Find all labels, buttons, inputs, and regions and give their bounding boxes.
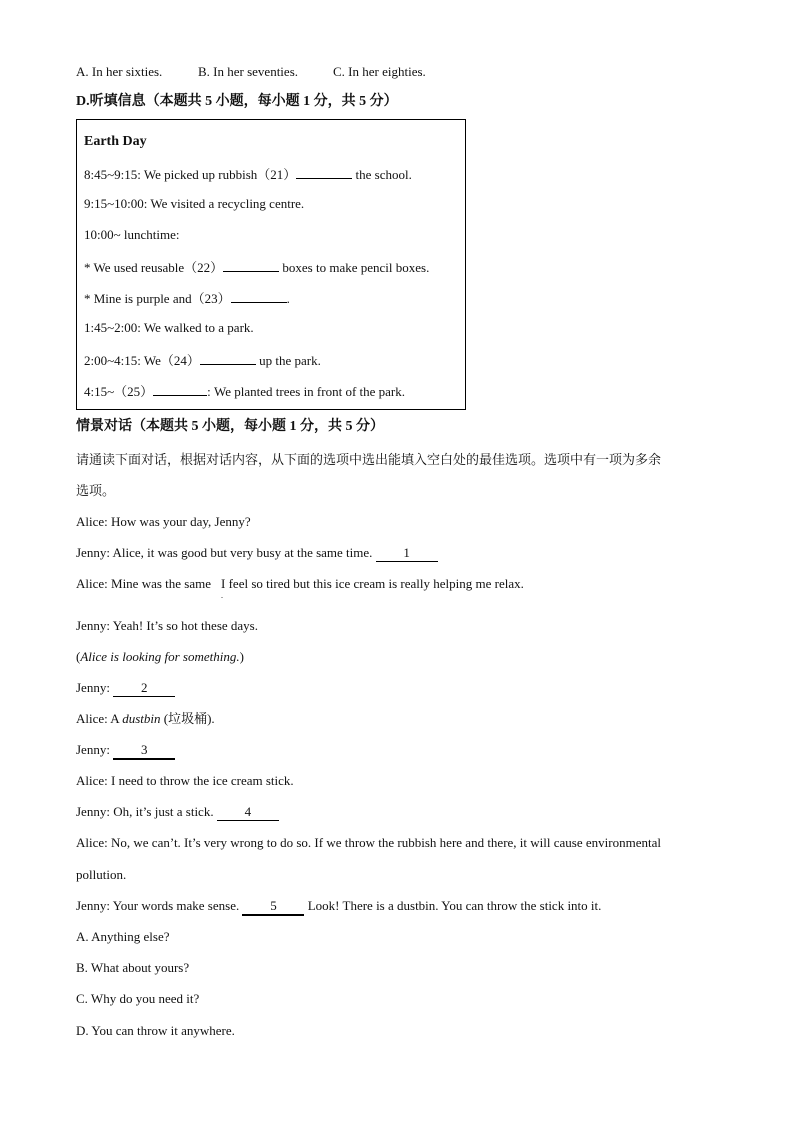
line-text: Alice: A [76,711,123,726]
earth-day-line-3: 10:00~ lunchtime: [84,227,180,242]
line-text: Jenny: [76,680,114,695]
line-text: Jenny: [76,742,114,757]
line-text: 8:45~9:15: We picked up rubbish（21） [84,167,297,182]
dialogue-line-2 [76,545,438,562]
earth-day-box [76,119,466,410]
line-text: * We used reusable（22） [84,260,224,275]
stage-direction: Alice is looking for something. [80,649,240,664]
line-text: (垃圾桶). [160,711,215,726]
earth-day-line-7 [84,351,321,369]
paren-close: ) [239,649,244,664]
line-text: I feel so tired but this ice cream is really helping me relax. [221,576,524,591]
line-text: up the park. [255,353,321,368]
earth-day-line-5 [84,289,290,307]
earth-day-line-4 [84,258,429,276]
dialogue-line-8 [76,742,175,760]
earth-day-line-8 [84,382,405,400]
option-c: C. In her eighties. [333,64,426,79]
dialogue-line-13 [76,898,601,916]
line-text: Look! There is a dustbin. You can throw the stick into it. [304,898,602,913]
line-text: Jenny: Alice, it was good but very busy at the same time. [76,545,376,560]
earth-day-line-6: 1:45~2:00: We walked to a park. [84,320,254,335]
line-text: : We planted trees in front of the park. [207,384,406,399]
stray-mark: . [221,591,223,600]
line-text: Jenny: Oh, it’s just a stick. [76,804,217,819]
dialogue-line-7 [76,711,215,727]
earth-day-title: Earth Day [84,134,147,149]
instruction-line-2: 选项。 [76,483,116,498]
section-d-heading: D.听填信息（本题共 5 小题，每小题 1 分，共 5 分） [76,94,398,109]
line-text: boxes to make pencil boxes. [279,260,430,275]
line-text: 4:15~（25） [84,384,154,399]
blank-24[interactable] [200,351,256,365]
dialogue-line-4: Jenny: Yeah! It’s so hot these days. [76,618,258,633]
dialogue-blank-1[interactable]: 1 [376,545,438,562]
blank-21[interactable] [296,165,352,179]
dialogue-line-6 [76,680,175,697]
dialogue-blank-4[interactable]: 4 [217,804,279,821]
dialogue-line-5 [76,649,244,665]
paren-open: ( [76,649,81,664]
option-a: A. In her sixties. [76,64,163,79]
dialogue-blank-5[interactable]: 5 [242,898,304,916]
dialogue-line-1: Alice: How was your day, Jenny? [76,514,251,529]
answer-option-d: D. You can throw it anywhere. [76,1023,235,1038]
line-text: . [286,291,290,306]
line-text: 2:00~4:15: We（24） [84,353,200,368]
blank-22[interactable] [223,258,279,272]
answer-option-b: B. What about yours? [76,960,190,975]
blank-25[interactable] [153,382,207,396]
previous-question-options [76,64,426,80]
dialogue-line-12: pollution. [76,867,127,882]
answer-option-a: A. Anything else? [76,929,170,944]
dialogue-blank-2[interactable]: 2 [113,680,175,697]
dialogue-section-heading: 情景对话（本题共 5 小题，每小题 1 分，共 5 分） [76,419,384,434]
option-b: B. In her seventies. [198,64,299,79]
line-text: Jenny: Your words make sense. [76,898,243,913]
line-text: the school. [352,167,412,182]
earth-day-line-2: 9:15~10:00: We visited a recycling centre. [84,196,305,211]
dialogue-blank-3[interactable]: 3 [113,742,175,760]
dialogue-line-10 [76,804,279,821]
dialogue-line-11: Alice: No, we can’t. It’s very wrong to do so. If we throw the rubbish here and there, it will cause environmental [76,835,661,850]
answer-option-c: C. Why do you need it? [76,991,200,1006]
line-text: * Mine is purple and（23） [84,291,231,306]
dialogue-line-9: Alice: I need to throw the ice cream stick. [76,773,294,788]
dialogue-line-3 [76,576,524,592]
earth-day-line-1 [84,165,412,183]
blank-23[interactable] [231,289,287,303]
instruction-line-1: 请通读下面对话，根据对话内容，从下面的选项中选出能填入空白处的最佳选项。选项中有一项为多余 [76,452,662,467]
italic-word: dustbin [122,711,161,726]
line-text: Alice: Mine was the same [76,576,212,591]
